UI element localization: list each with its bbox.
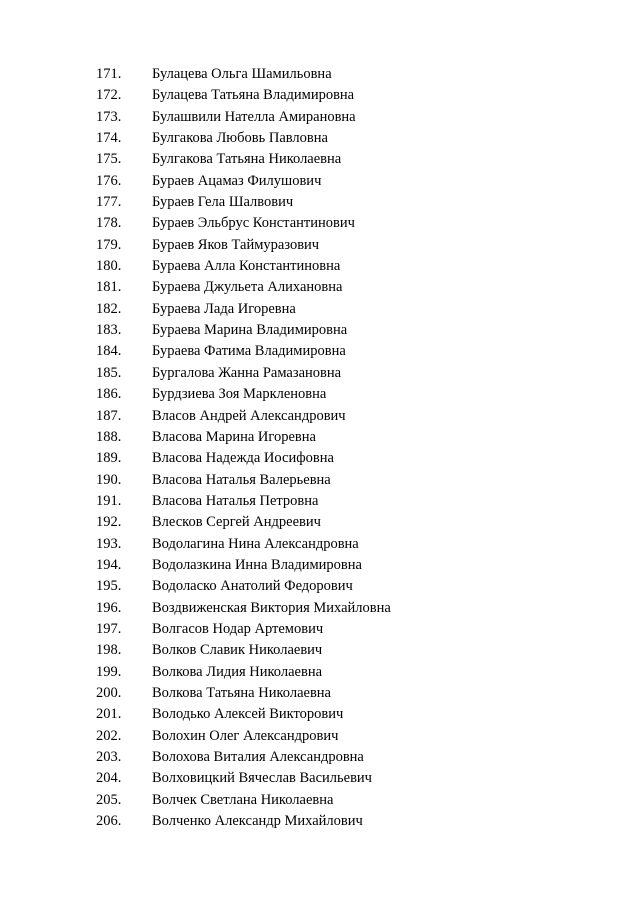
list-item-number: 174.: [96, 130, 122, 147]
list-item: [96, 171, 391, 192]
list-item-number: 176.: [96, 172, 122, 189]
list-item-number: 171.: [96, 66, 122, 82]
list-item-name: Бураев Гела Шалвович: [152, 194, 294, 211]
list-item: [96, 811, 391, 832]
list-item-name: Бураева Фатима Владимировна: [152, 343, 346, 360]
list-item-name: Володько Алексей Викторович: [152, 706, 344, 723]
list-item: [96, 704, 391, 725]
list-item-number: 172.: [96, 87, 122, 104]
list-item-number: 179.: [96, 236, 122, 253]
list-item: [96, 790, 391, 811]
list-item-number: 173.: [96, 108, 122, 125]
list-item-name: Бураев Яков Таймуразович: [152, 236, 320, 253]
list-item-name: Волчек Светлана Николаевна: [152, 791, 334, 808]
list-item-name: Волкова Лидия Николаевна: [152, 663, 323, 680]
list-item-name: Бураева Лада Игоревна: [152, 300, 296, 317]
list-item-number: 183.: [96, 322, 122, 339]
list-item-number: 187.: [96, 407, 122, 424]
list-item-number: 205.: [96, 791, 122, 808]
list-item-name: Воздвиженская Виктория Михайловна: [152, 599, 391, 616]
list-item: [96, 256, 391, 277]
list-item-number: 181.: [96, 279, 122, 296]
list-item-name: Булгакова Татьяна Николаевна: [152, 151, 342, 168]
list-item: [96, 192, 391, 213]
list-item: [96, 534, 391, 555]
list-item-number: 175.: [96, 151, 122, 168]
list-item: [96, 555, 391, 576]
list-item-name: Булацева Татьяна Владимировна: [152, 87, 355, 104]
list-item: [96, 299, 391, 320]
list-item: [96, 235, 391, 256]
list-item: [96, 128, 391, 149]
list-item-number: 197.: [96, 620, 122, 637]
list-item: [96, 107, 391, 128]
list-item-number: 189.: [96, 450, 122, 467]
list-item-number: 200.: [96, 684, 122, 701]
list-item-number: 178.: [96, 215, 122, 232]
list-item-number: 204.: [96, 770, 122, 787]
list-item-number: 180.: [96, 258, 122, 275]
list-item-number: 193.: [96, 535, 122, 552]
list-item-name: Бургалова Жанна Рамазановна: [152, 364, 342, 381]
list-item-name: Влесков Сергей Андреевич: [152, 514, 321, 531]
list-item-number: 196.: [96, 599, 122, 616]
list-item-name: Волгасов Нодар Артемович: [152, 620, 324, 637]
list-item-name: Волкова Татьяна Николаевна: [152, 684, 331, 701]
list-item-name: Власова Наталья Петровна: [152, 492, 319, 509]
list-item: [96, 85, 391, 106]
list-item-name: Водолагина Нина Александровна: [152, 535, 359, 552]
list-item-number: 182.: [96, 300, 122, 317]
list-item-number: 206.: [96, 813, 122, 830]
list-item: [96, 320, 391, 341]
list-item-number: 198.: [96, 642, 122, 659]
list-item-name: Власова Надежда Иосифовна: [152, 450, 334, 467]
list-item: [96, 726, 391, 747]
list-item-number: 201.: [96, 706, 122, 723]
list-item-name: Булашвили Нателла Амирановна: [152, 108, 356, 125]
list-item-number: 177.: [96, 194, 122, 211]
list-item-name: Волохин Олег Александрович: [152, 727, 339, 744]
list-item: [96, 512, 391, 533]
list-item-number: 185.: [96, 364, 122, 381]
list-item-number: 194.: [96, 556, 122, 573]
list-item-name: Волченко Александр Михайлович: [152, 813, 363, 830]
list-item: [96, 640, 391, 661]
list-item-number: 184.: [96, 343, 122, 360]
list-item-name: Бураева Алла Константиновна: [152, 258, 341, 275]
list-item: [96, 427, 391, 448]
list-item-name: Бурдзиева Зоя Маркленовна: [152, 386, 327, 403]
list-item-number: 195.: [96, 578, 122, 595]
list-item-name: Бураев Ацамаз Филушович: [152, 172, 322, 189]
list-item-number: 188.: [96, 428, 122, 445]
list-item-number: 203.: [96, 749, 122, 765]
list-item-number: 186.: [96, 386, 122, 403]
list-item-name: Булацева Ольга Шамильовна: [152, 66, 332, 82]
list-item-number: 192.: [96, 514, 122, 531]
list-item: [96, 363, 391, 384]
list-item-name: Бураев Эльбрус Константинович: [152, 215, 355, 232]
list-item-name: Власова Марина Игоревна: [152, 428, 316, 445]
list-item: [96, 341, 391, 362]
list-item: [96, 619, 391, 640]
list-item-name: Бураева Джульета Алихановна: [152, 279, 343, 296]
list-item-name: Водоласко Анатолий Федорович: [152, 578, 353, 595]
list-item: [96, 213, 391, 234]
list-item: [96, 470, 391, 491]
list-item: [96, 406, 391, 427]
list-item-name: Водолазкина Инна Владимировна: [152, 556, 362, 573]
list-item: [96, 277, 391, 298]
list-item-name: Власов Андрей Александрович: [152, 407, 346, 424]
list-item: [96, 448, 391, 469]
list-item-name: Волохова Виталия Александровна: [152, 749, 364, 765]
list-item: [96, 747, 391, 768]
list-item-name: Власова Наталья Валерьевна: [152, 471, 331, 488]
list-item-name: Волховицкий Вячеслав Васильевич: [152, 770, 372, 787]
list-item: [96, 683, 391, 704]
name-list: [96, 64, 391, 832]
list-item-number: 190.: [96, 471, 122, 488]
list-item: [96, 384, 391, 405]
list-item-name: Булгакова Любовь Павловна: [152, 130, 328, 147]
list-item-number: 191.: [96, 492, 122, 509]
list-item: [96, 662, 391, 683]
list-item: [96, 149, 391, 170]
list-item-number: 199.: [96, 663, 122, 680]
list-item-name: Бураева Марина Владимировна: [152, 322, 348, 339]
list-item: [96, 576, 391, 597]
list-item-number: 202.: [96, 727, 122, 744]
list-item: [96, 64, 391, 85]
list-item-name: Волков Славик Николаевич: [152, 642, 323, 659]
list-item: [96, 598, 391, 619]
list-item: [96, 768, 391, 789]
list-item: [96, 491, 391, 512]
